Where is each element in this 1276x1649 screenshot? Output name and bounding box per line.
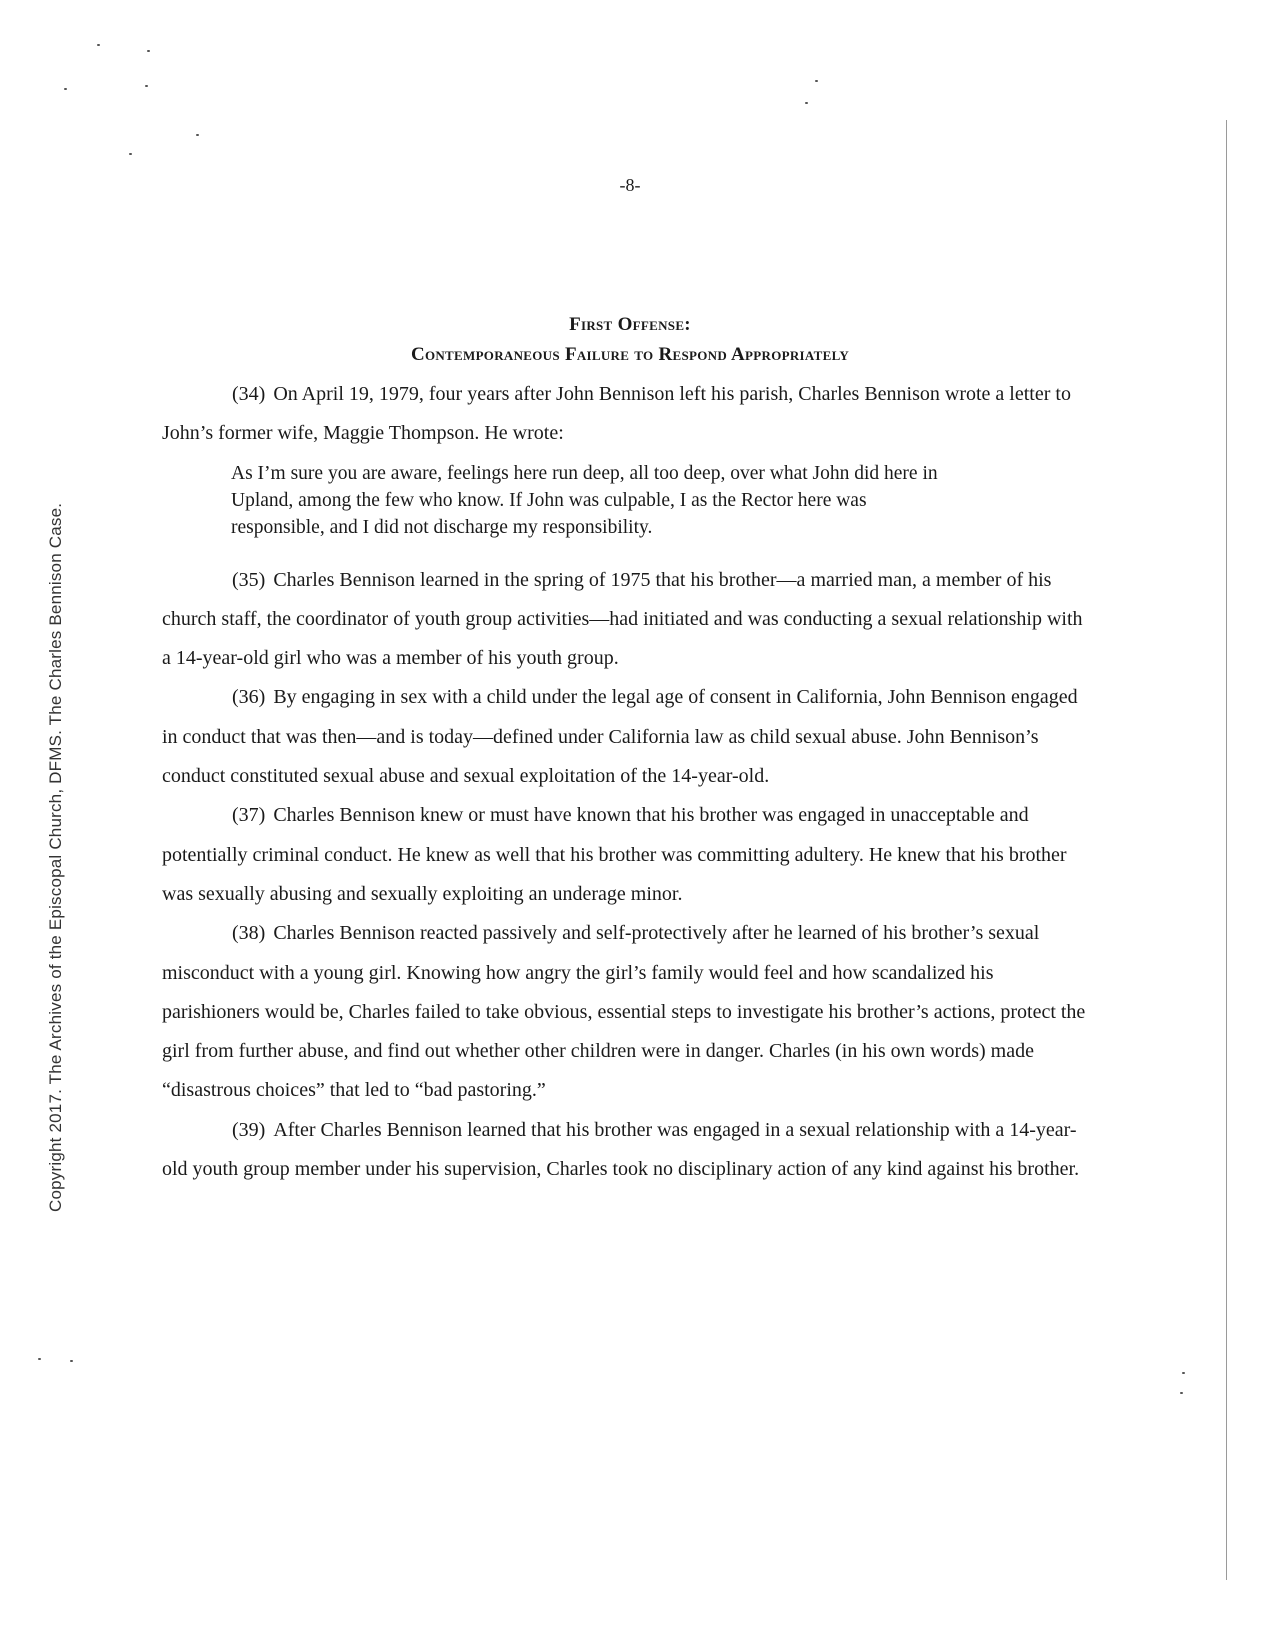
paragraph-text: On April 19, 1979, four years after John Bennison left his parish, Charles Bennison wrote a letter to John’s former wife, Maggie Thompson. He wrote:: [162, 383, 1071, 445]
scan-speck: [1182, 1372, 1185, 1374]
paragraph-text: Charles Bennison knew or must have known that his brother was engaged in unacceptable and potentially criminal conduct. He knew as well that his brother was committing adultery. He knew that his brother was sexually abusing and sexually exploiting an underage minor.: [162, 804, 1067, 905]
paragraph-number: (37): [232, 804, 266, 827]
paragraph-36: [162, 678, 1092, 796]
scan-speck: [815, 80, 818, 82]
paragraph-number: (35): [232, 568, 266, 591]
scan-edge-line: [1226, 120, 1227, 1580]
paragraph-number: (39): [232, 1118, 266, 1141]
scan-speck: [70, 1360, 73, 1362]
page-number: -8-: [619, 175, 641, 195]
paragraph-text: After Charles Bennison learned that his brother was engaged in a sexual relationship with a 14-year-old youth group member under his supervision, Charles took no disciplinary action of any kind against his brother.: [162, 1118, 1080, 1181]
paragraph-34: [162, 375, 1092, 454]
scan-speck: [38, 1358, 41, 1360]
paragraph-number: (34): [232, 383, 266, 405]
paragraph-37: [162, 796, 1092, 914]
paragraph-text: Charles Bennison reacted passively and self-protectively after he learned of his brother’s sexual misconduct with a young girl. Knowing how angry the girl’s family would feel and how scandalized his parishioners would be, Charles failed to take obvious, essential steps to investigate his brother’s actions, protect the girl from further abuse, and find out whether other children were in danger. Charles (in his own words) made “disastrous choices” that led to “bad pastoring.”: [162, 922, 1086, 1102]
section-heading-line2: Contemporaneous Failure to Respond Appropriately: [410, 344, 850, 365]
scan-speck: [97, 44, 100, 46]
paragraph-39: [162, 1111, 1092, 1190]
section-heading-line1: First Offense:: [569, 314, 691, 335]
paragraph-number: (36): [232, 686, 266, 709]
scan-speck: [1180, 1392, 1183, 1394]
paragraph-text: By engaging in sex with a child under the legal age of consent in California, John Bennison engaged in conduct that was then—and is today—defined under California law as child sexual abuse. John Bennison’s conduct constituted sexual abuse and sexual exploitation of the 14-year-old.: [162, 686, 1078, 788]
scan-speck: [145, 85, 148, 87]
scan-speck: [805, 102, 808, 104]
paragraph-text: Charles Bennison learned in the spring of 1975 that his brother—a married man, a member of his church staff, the coordinator of youth group activities—had initiated and was conducting a sexual relationship with a 14-year-old girl who was a member of his youth group.: [162, 568, 1083, 670]
scan-speck: [129, 153, 132, 155]
scan-speck: [196, 134, 199, 136]
block-quote: As I’m sure you are aware, feelings here run deep, all too deep, over what John did here in Upland, among the few who know. If John was culpable, I as the Rector here was responsible, and I did not discharge my responsibility.: [231, 462, 938, 538]
paragraph-number: (38): [232, 922, 266, 945]
paragraph-35: [162, 561, 1092, 679]
document-body: [162, 375, 1092, 1189]
scan-speck: [64, 88, 67, 90]
paragraph-38: [162, 914, 1092, 1110]
scan-speck: [147, 50, 150, 52]
copyright-watermark: Copyright 2017. The Archives of the Episcopal Church, DFMS. The Charles Bennison Case.: [46, 502, 65, 1212]
